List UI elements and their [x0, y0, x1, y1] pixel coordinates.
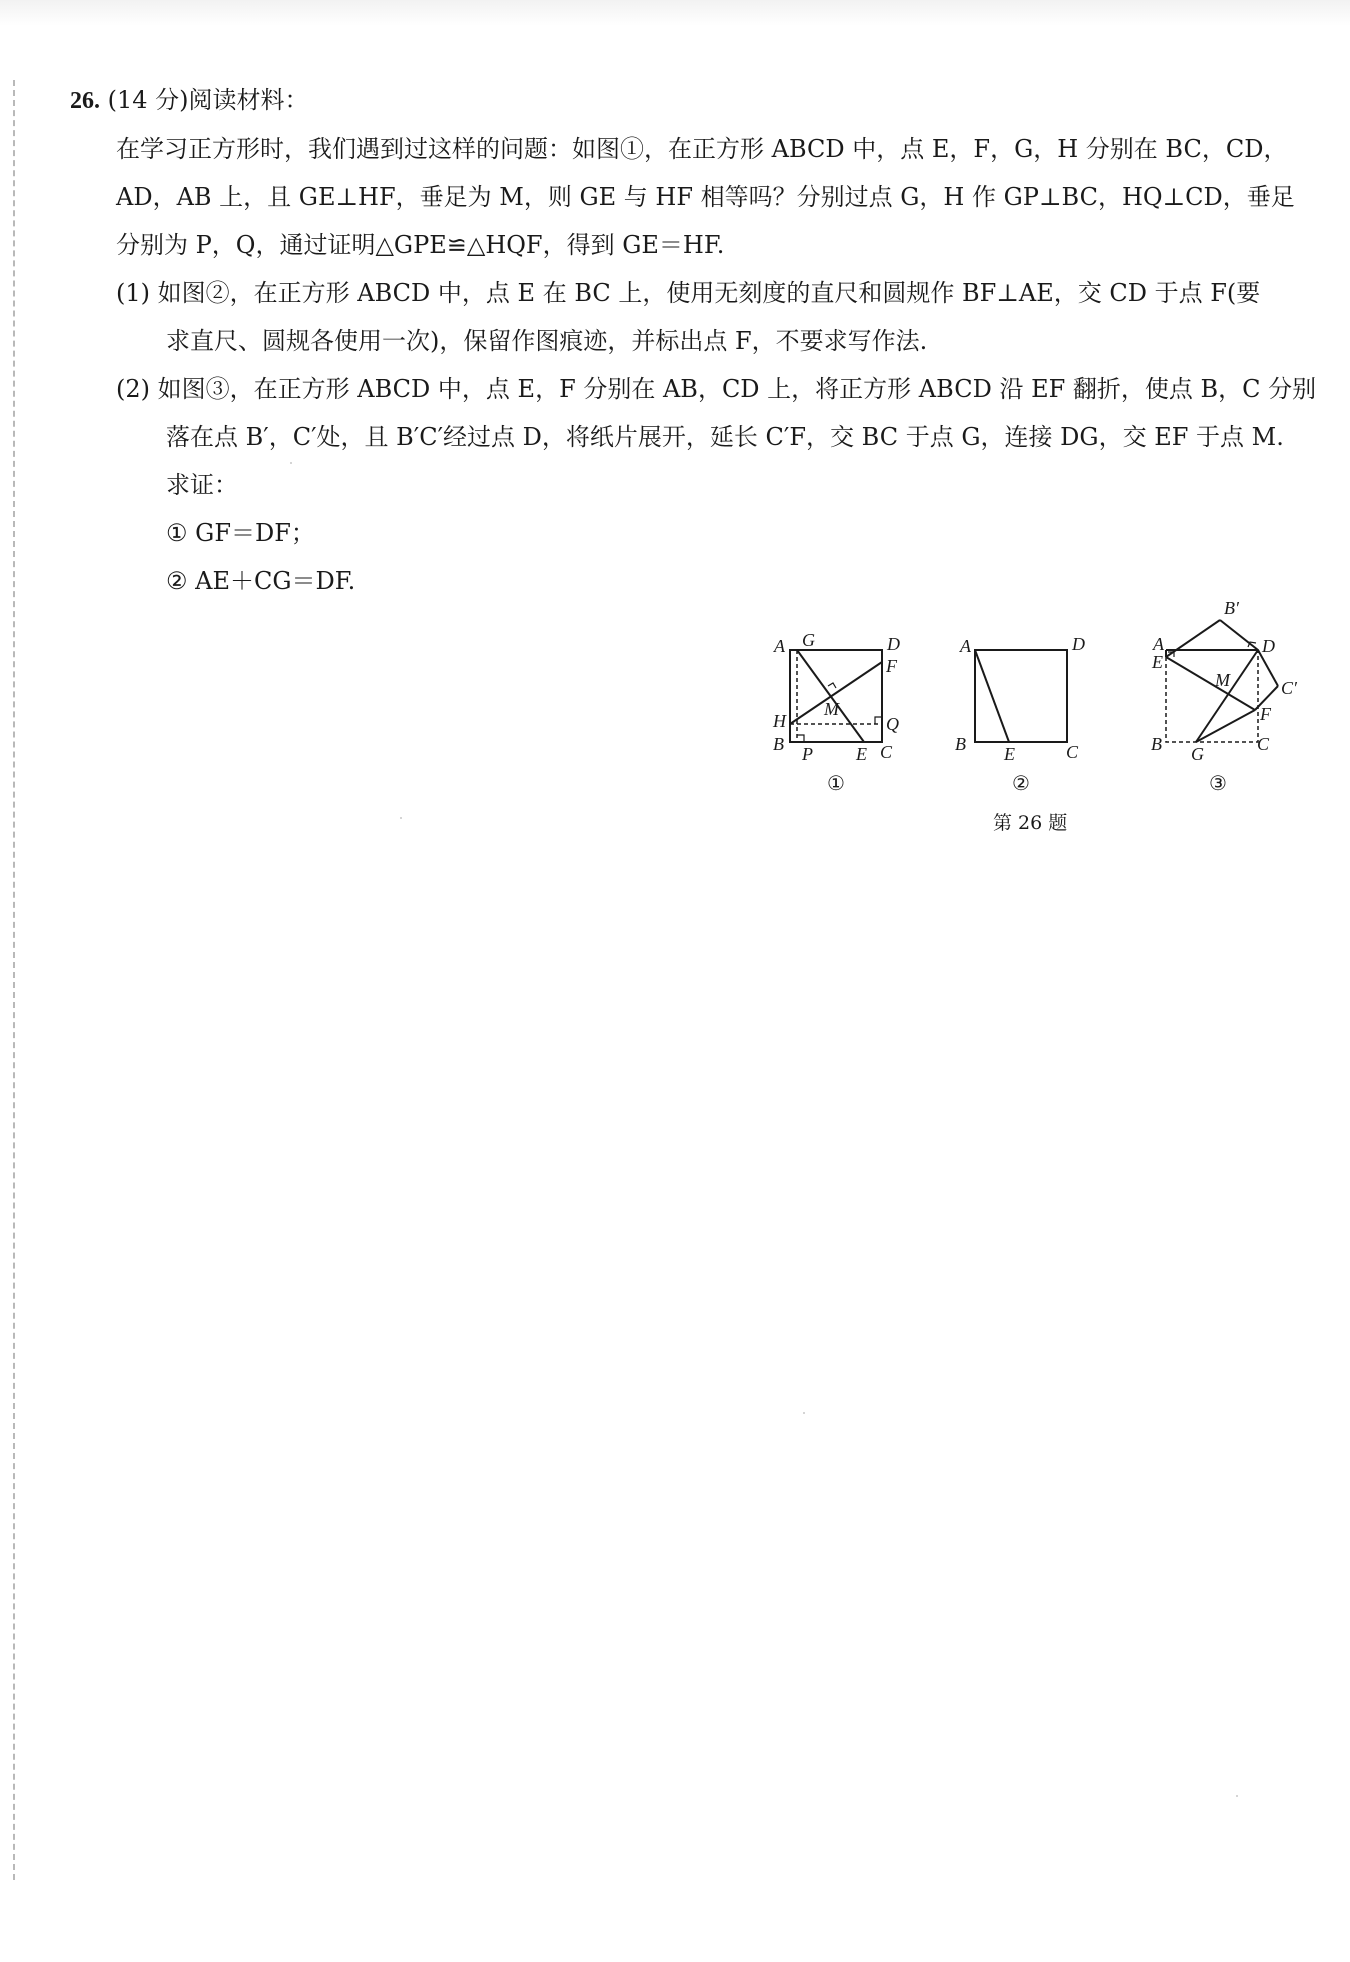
part1-label: (1)	[116, 279, 150, 307]
fig1-label-e: E	[856, 744, 867, 764]
part2-text-1: 如图③，在正方形 ABCD 中，点 E，F 分别在 AB，CD 上，将正方形 ABCD 沿 EF 翻折，使点 B，C 分别	[157, 375, 1317, 403]
fig3-b-prime-d-line	[1220, 620, 1258, 650]
part1-line-1	[70, 269, 1310, 317]
part2-label: (2)	[116, 375, 150, 403]
fig3-label-c-prime: C′	[1281, 678, 1297, 698]
fig3-label-g: G	[1191, 744, 1204, 764]
problem-number: 26.	[70, 88, 100, 114]
part2-line-2: 落在点 B′，C′处，且 B′C′经过点 D，将纸片展开，延长 C′F，交 BC 于点 G，连接 DG，交 EF 于点 M.	[166, 423, 1284, 451]
intro-line-1: 在学习正方形时，我们遇到过这样的问题：如图①，在正方形 ABCD 中，点 E，F，G，H 分别在 BC，CD，	[116, 135, 1288, 163]
fig3-label-m: M	[1215, 670, 1230, 690]
fig2-label-a: A	[960, 636, 971, 656]
fig2-label-b: B	[955, 734, 966, 754]
fig3-fg-line	[1196, 710, 1255, 742]
fig1-label-a: A	[774, 636, 785, 656]
fig3-dashed-square	[1166, 650, 1258, 742]
fig1-right-angle-p	[797, 735, 804, 742]
part2-item-2: ② AE＋CG＝DF.	[166, 567, 356, 595]
fig1-label-h: H	[773, 711, 786, 731]
problem-26	[70, 76, 1317, 605]
page-top-shade	[0, 0, 1350, 26]
fig3-label-c: C	[1257, 734, 1270, 754]
fig2-label-c: C	[1066, 742, 1079, 762]
problem-header	[70, 76, 1310, 125]
scan-speck	[290, 462, 292, 464]
fig3-label-b-prime: B′	[1224, 598, 1239, 618]
fig1-label-c: C	[880, 742, 893, 762]
fig1-square	[790, 650, 882, 742]
scan-speck	[1236, 1795, 1238, 1797]
figure-1	[790, 650, 882, 742]
figure-2	[975, 650, 1067, 742]
fig3-label-a: A	[1153, 634, 1164, 654]
fig1-label-p: P	[802, 744, 813, 764]
part2-item-1: ① GF＝DF；	[166, 519, 315, 547]
problem-points: (14 分)	[107, 86, 189, 114]
intro-line-3: 分别为 P，Q，通过证明△GPE≌△HQF，得到 GE＝HF.	[116, 231, 725, 259]
fig3-label-d: D	[1262, 636, 1275, 656]
problem-title: 阅读材料：	[188, 86, 309, 114]
fig3-label-f: F	[1260, 704, 1271, 724]
fig3-dg-line	[1196, 650, 1258, 742]
fig3-label-b: B	[1151, 734, 1162, 754]
fig1-right-angle-m	[828, 683, 836, 688]
fig1-label-b: B	[773, 734, 784, 754]
fig1-caption: ①	[827, 771, 845, 795]
part1-line-2: 求直尺、圆规各使用一次)，保留作图痕迹，并标出点 F，不要求写作法.	[166, 327, 928, 355]
part2-line-3: 求证：	[166, 471, 238, 499]
fig3-label-e: E	[1152, 652, 1163, 672]
scan-speck	[400, 817, 402, 819]
intro-line-2: AD，AB 上，且 GE⊥HF，垂足为 M，则 GE 与 HF 相等吗？分别过点 G，H 作 GP⊥BC，HQ⊥CD，垂足	[116, 183, 1295, 211]
part1-text-1: 如图②，在正方形 ABCD 中，点 E 在 BC 上，使用无刻度的直尺和圆规作 BF⊥AE，交 CD 于点 F(要	[157, 279, 1261, 307]
fig2-label-d: D	[1072, 634, 1085, 654]
fig2-caption: ②	[1012, 771, 1030, 795]
fig1-label-m: M	[824, 699, 839, 719]
binding-margin-line	[13, 80, 15, 1880]
part2-line-1	[70, 365, 1317, 413]
fig3-ef-line	[1166, 657, 1255, 710]
figure-caption: 第 26 题	[993, 812, 1068, 834]
fig1-label-f: F	[886, 656, 897, 676]
fig3-caption: ③	[1209, 771, 1227, 795]
fig1-right-angle-q	[875, 717, 882, 724]
fig1-label-g: G	[802, 630, 815, 650]
fig2-square	[975, 650, 1067, 742]
fig1-label-d: D	[887, 634, 900, 654]
fig2-label-e: E	[1004, 744, 1015, 764]
fig2-ae-line	[975, 650, 1009, 742]
fig1-label-q: Q	[886, 714, 899, 734]
scan-speck	[803, 1412, 805, 1414]
